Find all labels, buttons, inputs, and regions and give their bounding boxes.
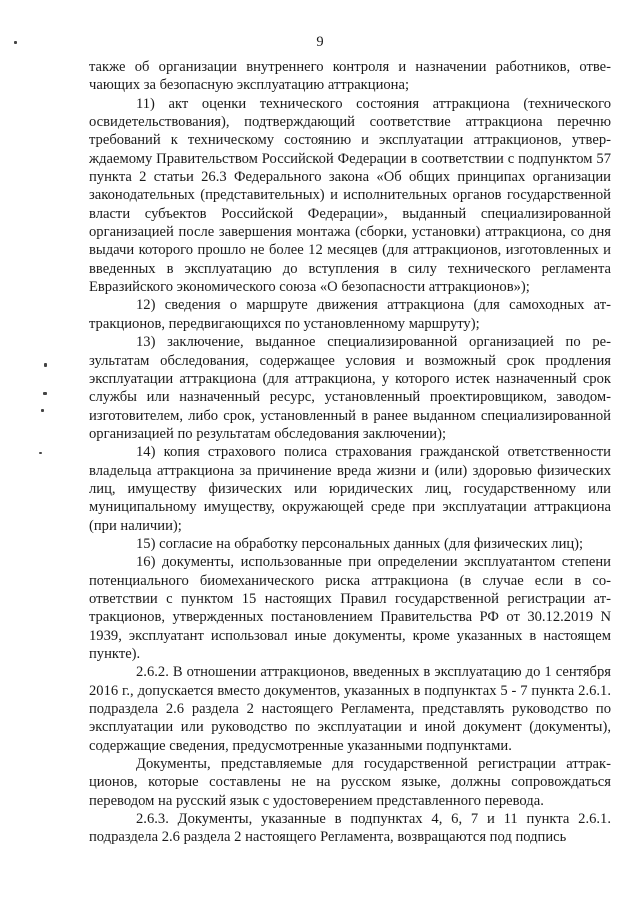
scan-mark [44, 363, 47, 367]
paragraph: 15) согласие на обработку персональных данных (для физических лиц); [136, 535, 584, 552]
document-body [89, 58, 611, 847]
paragraph: 16) документы, использованные при определении эксплуатантом степени потенциального биомеханического риска аттракциона (в случае если в соответствии с пунктом 15 настоящих Правил государственной регистрации аттракционов, утвержденных постановлением Правительства РФ от 30.12.2019 N 1939, эксплуатант использовал иные документы, кроме указанных в настоящем пункте). [89, 554, 611, 662]
paragraph: 11) акт оценки технического состояния аттракциона (технического освидетельствования), подтверждающий соответствие аттракциона перечню требований к техническому состоянию и эксплуатации аттракционов, утверждаемому Правительством Российской Федерации в соответствии с подпунктом 57 пункта 2 статьи 26.3 Федерального закона «Об общих принципах организации законодательных (представительных) и исполнительных органов государственной власти субъектов Российской Федерации», выданный специализированной организацией после завершения монтажа (сборки, установки) аттракциона, со дня выдачи которого прошло не более 12 месяцев (для аттракционов, изготовленных и введенных в эксплуатацию до вступления в силу технического регламента Евразийского экономического союза «О безопасности аттракционов»); [89, 95, 611, 296]
paragraph: 13) заключение, выданное специализированной организацией по результатам обследования, содержащее условия и возможный срок продления эксплуатации аттракциона (для аттракциона, у которого истек назначенный срок службы или назначенный ресурс, установленный проектировщиком, заводом-изготовителем, либо срок, установленный в ранее выданном специализированной организацией по результатам обследования заключении); [89, 334, 611, 442]
paragraph: 12) сведения о маршруте движения аттракциона (для самоходных аттракционов, передвигающихся по установленному маршруту); [89, 297, 611, 332]
scan-mark [39, 452, 42, 454]
scan-mark [14, 41, 17, 44]
paragraph: 2.6.3. Документы, указанные в подпунктах 4, 6, 7 и 11 пункта 2.6.1. подраздела 2.6 раздела 2 настоящего Регламента, возвращаются под подпись [89, 811, 611, 846]
paragraph: 14) копия страхового полиса страхования гражданской ответственности владельца аттракциона за причинение вреда жизни и (или) здоровью физических лиц, имуществу физических или юридических лиц, государственному или муниципальному имуществу, окружающей среде при эксплуатации аттракциона (при наличии); [89, 444, 611, 534]
paragraph: 2.6.2. В отношении аттракционов, введенных в эксплуатацию до 1 сентября 2016 г., допускается вместо документов, указанных в подпунктах 5 - 7 пункта 2.6.1. подраздела 2.6 раздела 2 настоящего Регламента, представлять руководство по эксплуатации или руководство по эксплуатации и иной документ (документы), содержащие сведения, предусмотренные указанными подпунктами. [89, 664, 611, 754]
scan-mark [41, 409, 44, 412]
paragraph: Документы, представляемые для государственной регистрации аттракционов, которые составлены не на русском языке, должны сопровождаться переводом на русский язык с удостоверением представленного перевода. [89, 756, 611, 809]
page-number: 9 [316, 34, 324, 50]
paragraph: также об организации внутреннего контроля и назначении работников, отвечающих за безопасную эксплуатацию аттракциона; [89, 59, 611, 94]
scan-mark [43, 392, 47, 395]
